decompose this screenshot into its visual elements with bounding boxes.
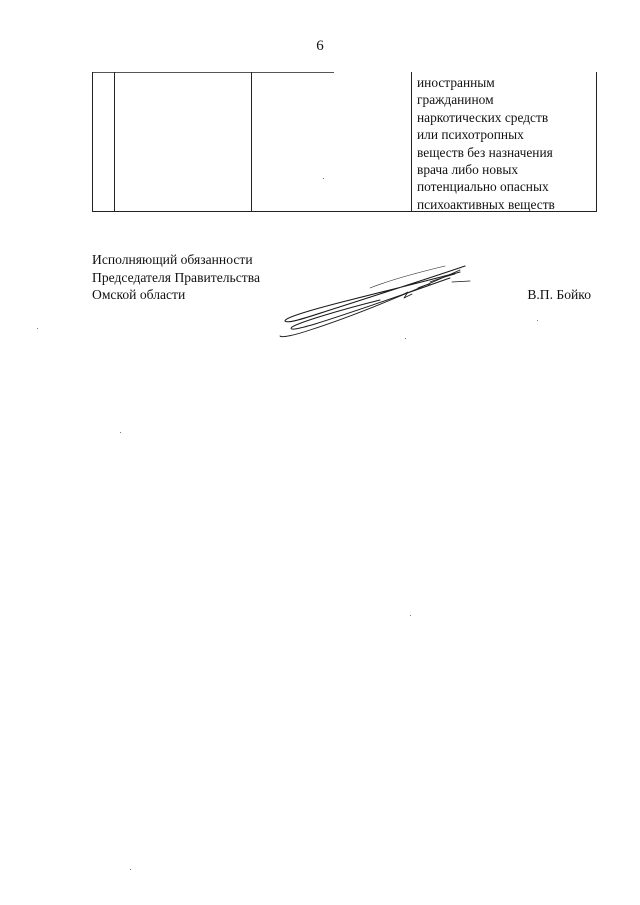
- cell-line: веществ без назначения: [417, 144, 553, 160]
- table-column-border: [114, 72, 115, 211]
- cell-line: врача либо новых: [417, 162, 519, 178]
- cell-line: потенциально опасных: [417, 179, 549, 195]
- signer-position-line: Председателя Правительства: [92, 269, 260, 285]
- scan-speck: [130, 869, 131, 870]
- table-column-border: [596, 72, 597, 211]
- table-column-border: [411, 72, 412, 211]
- cell-line: иностранным: [417, 75, 495, 90]
- table-column-border: [92, 72, 93, 211]
- table-fragment: [92, 72, 597, 212]
- table-column-border: [251, 72, 252, 211]
- signer-position: [92, 251, 260, 304]
- scan-speck: [410, 615, 411, 616]
- handwritten-signature: [270, 258, 480, 348]
- signer-position-line: Омской области: [92, 287, 186, 302]
- cell-line: или психотропных: [417, 127, 524, 143]
- scan-speck: [323, 178, 324, 179]
- signer-position-line: Исполняющий обязанности: [92, 252, 253, 267]
- scan-speck: [537, 320, 538, 321]
- scan-speck: [405, 338, 406, 339]
- table-cell-text: [417, 74, 593, 213]
- table-top-border: [92, 72, 334, 73]
- cell-line: наркотических средств: [417, 109, 549, 125]
- cell-line: гражданином: [417, 92, 494, 108]
- cell-line: психоактивных веществ: [417, 196, 555, 212]
- page-number: 6: [316, 38, 324, 54]
- signer-name: В.П. Бойко: [527, 287, 591, 302]
- scan-speck: [37, 328, 38, 329]
- scan-speck: [120, 432, 121, 433]
